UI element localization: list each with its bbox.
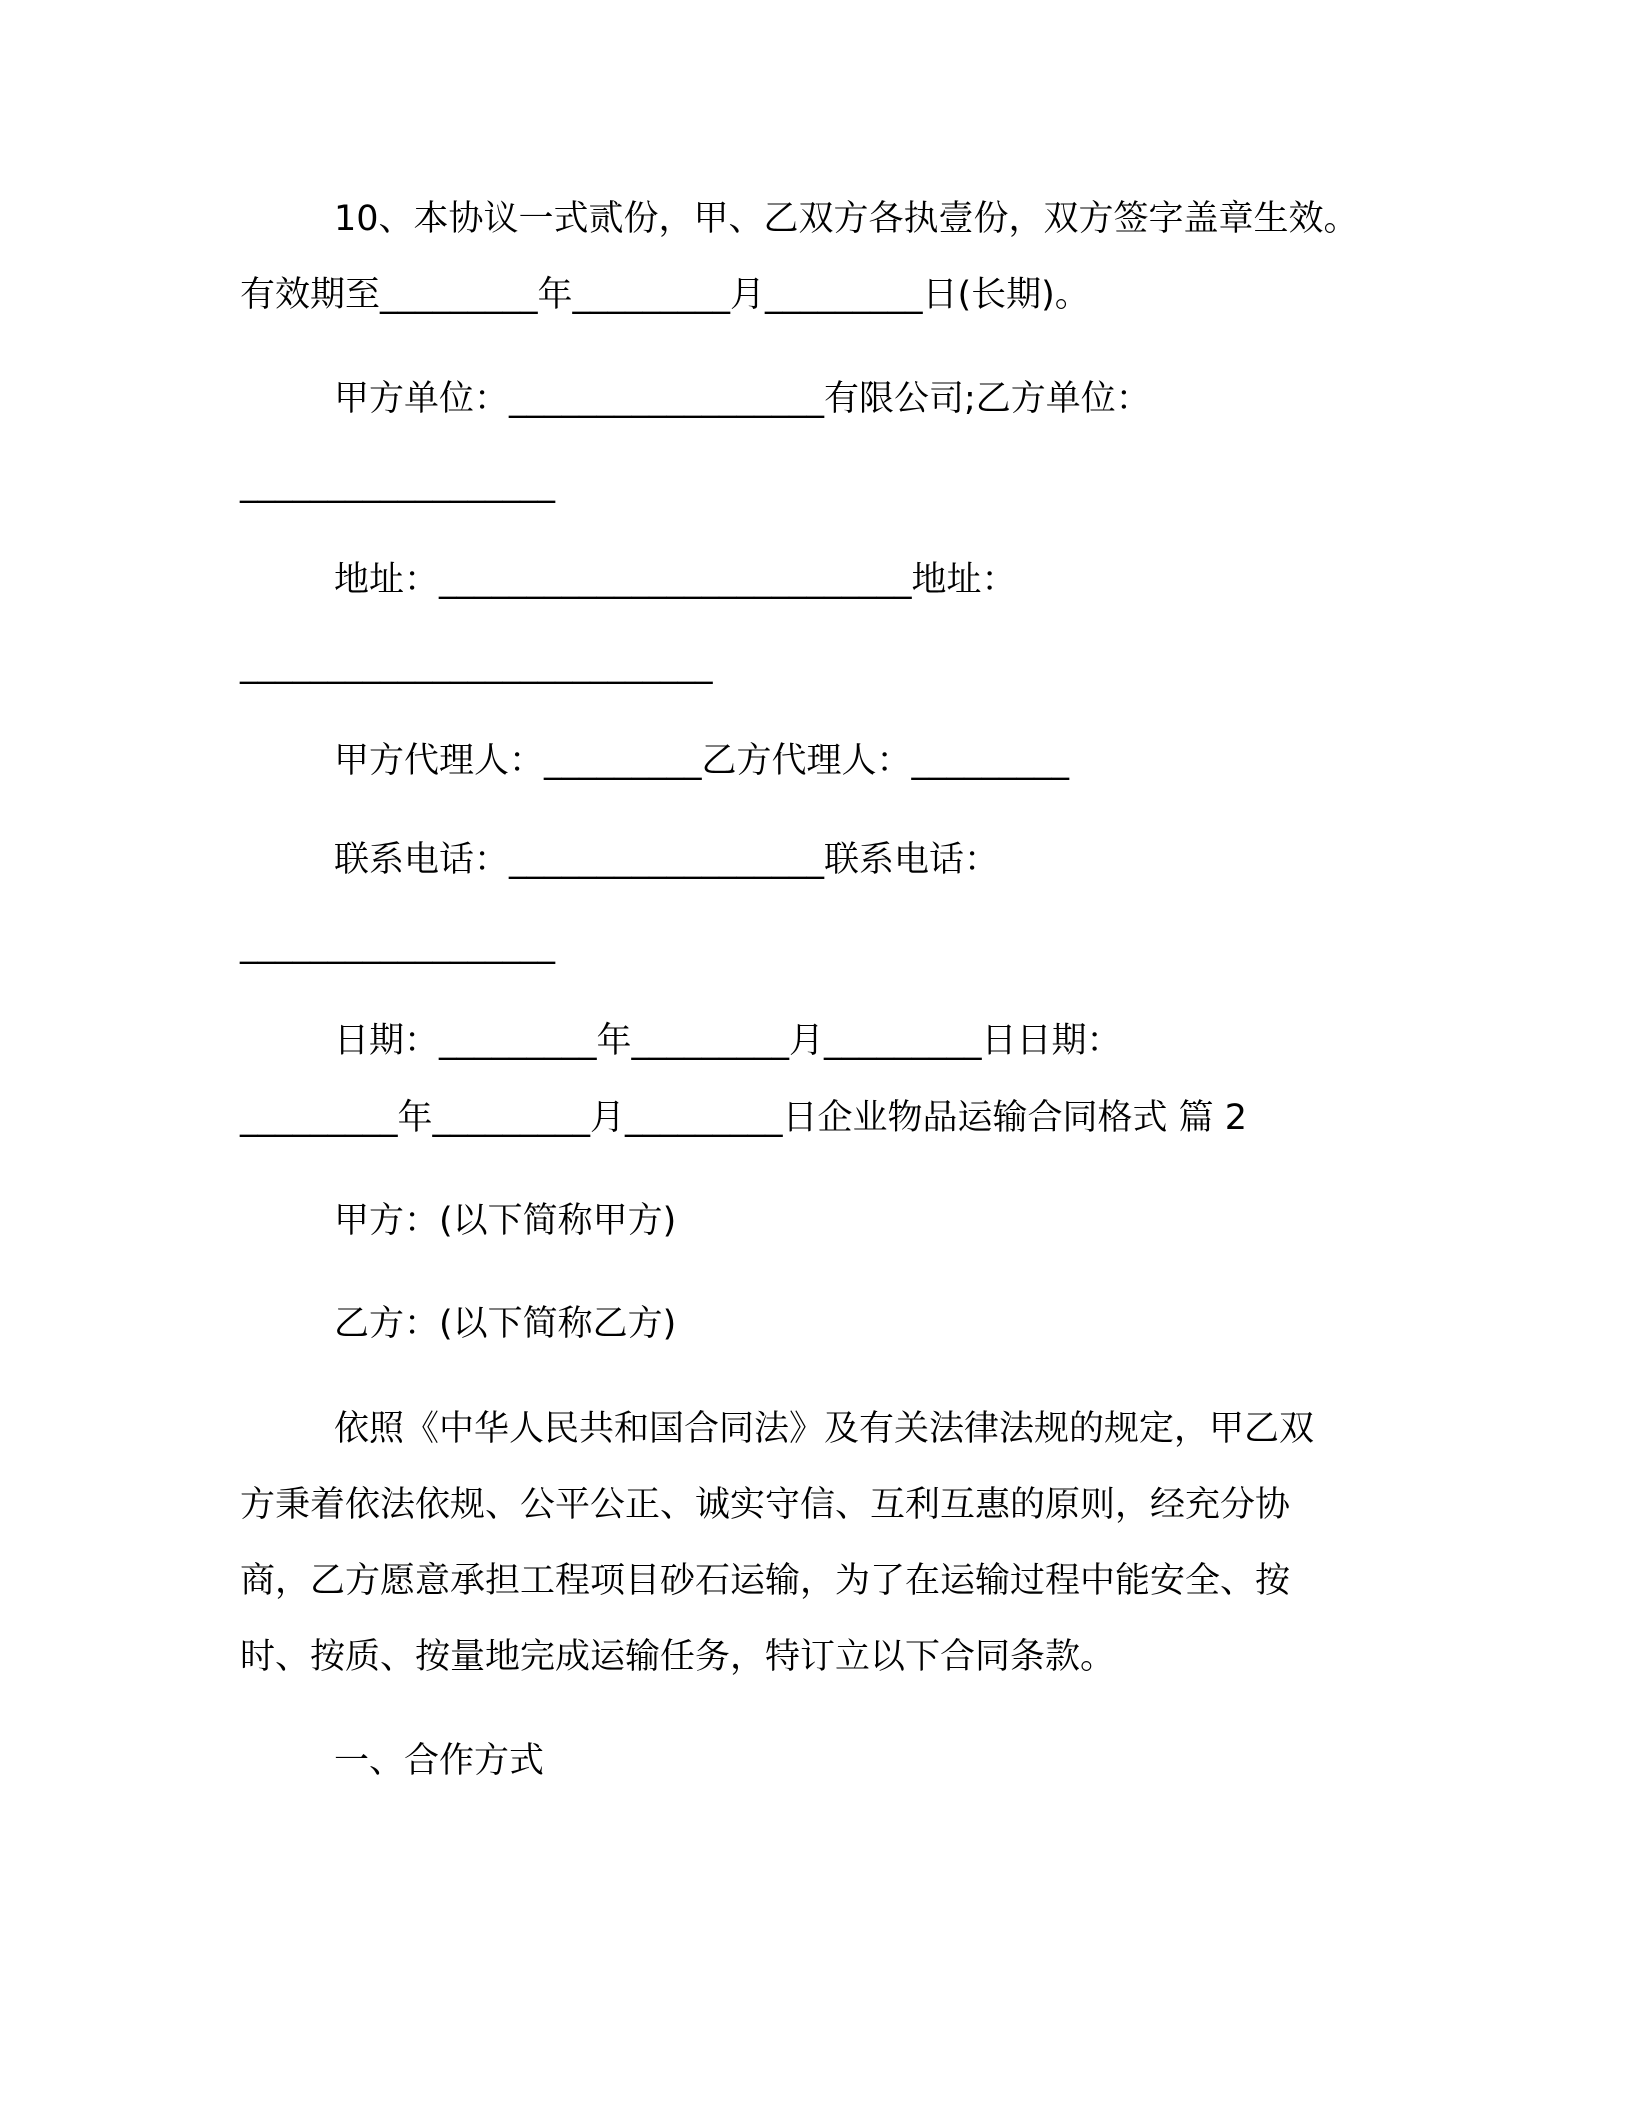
party-b-unit-blank: __________________ (240, 464, 555, 504)
preamble-line-3: 商，乙方愿意承担工程项目砂石运输，为了在运输过程中能安全、按 (240, 1561, 1291, 1601)
date-line-1: 日期：_________年_________月_________日日期： (334, 1021, 1122, 1061)
address-blank: ___________________________ (240, 645, 713, 685)
section-heading-cooperation: 一、合作方式 (334, 1741, 545, 1781)
clause-10-line-1: 10、本协议一式贰份，甲、乙双方各执壹份，双方签字盖章生效。 (334, 199, 1359, 239)
party-b-intro: 乙方：(以下简称乙方) (334, 1304, 677, 1344)
clause-10-line-2: 有效期至_________年_________月_________日(长期)。 (240, 275, 1090, 315)
date-line-2-with-title: _________年_________月_________日企业物品运输合同格式 篇 2 (240, 1098, 1248, 1138)
preamble-line-2: 方秉着依法依规、公平公正、诚实守信、互利互惠的原则，经充分协 (240, 1485, 1291, 1525)
party-a-unit-line: 甲方单位：__________________有限公司;乙方单位： (334, 379, 1151, 419)
agent-line: 甲方代理人：_________乙方代理人：_________ (334, 741, 1070, 781)
address-line: 地址：___________________________地址： (334, 560, 1017, 600)
preamble-line-4: 时、按质、按量地完成运输任务，特订立以下合同条款。 (240, 1637, 1116, 1677)
phone-line: 联系电话：__________________联系电话： (334, 840, 1000, 880)
phone-blank: __________________ (240, 925, 555, 965)
preamble-line-1: 依照《中华人民共和国合同法》及有关法律法规的规定，甲乙双 (334, 1409, 1315, 1449)
party-a-intro: 甲方：(以下简称甲方) (334, 1201, 677, 1241)
